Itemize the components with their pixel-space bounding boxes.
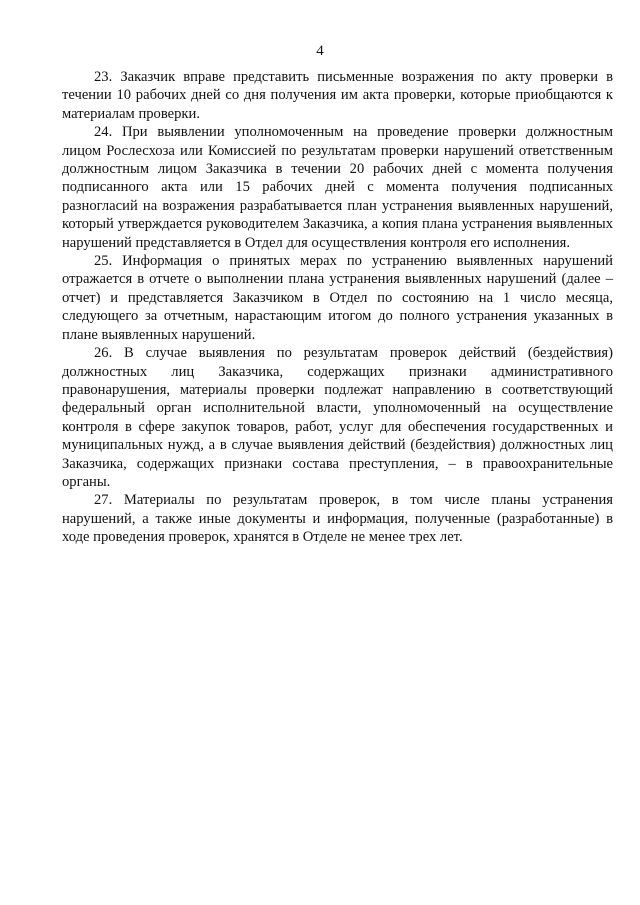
paragraph-25: 25. Информация о принятых мерах по устранению выявленных нарушений отражается в отчете о выполнении плана устранения выявленных нарушений (далее – отчет) и представляется Заказчиком в Отдел по состоянию на 1 число месяца, следующего за отчетным, нарастающим итогом до полного устранения указанных в плане выявленных нарушений. [62, 253, 613, 343]
paragraph-27: 27. Материалы по результатам проверок, в том числе планы устранения нарушений, а также иные документы и информация, полученные (разработанные) в ходе проведения проверок, хранятся в Отделе не менее трех лет. [62, 492, 613, 546]
document-body [62, 68, 613, 547]
paragraph-23: 23. Заказчик вправе представить письменные возражения по акту проверки в течении 10 рабочих дней со дня получения им акта проверки, которые приобщаются к материалам проверки. [62, 69, 613, 122]
paragraph-24: 24. При выявлении уполномоченным на проведение проверки должностным лицом Рослесхоза или Комиссией по результатам проверки нарушений ответственным должностным лицом Заказчика в течении 20 рабочих дней с момента получения подписанного акта или 15 рабочих дней с момента получения подписанных разногласий на возражения разрабатывается план устранения выявленных нарушений, который утверждается руководителем Заказчика, а копия плана устранения выявленных нарушений представляется в Отдел для осуществления контроля его исполнения. [62, 124, 613, 251]
paragraph-26: 26. В случае выявления по результатам проверок действий (бездействия) должностных лиц Заказчика, содержащих признаки административного правонарушения, материалы проверки подлежат направлению в соответствующий федеральный орган исполнительной власти, уполномоченный на осуществление контроля в сфере закупок товаров, работ, услуг для обеспечения государственных и муниципальных нужд, а в случае выявления действий (бездействия) должностных лиц Заказчика, содержащих признаки состава преступления, – в правоохранительные органы. [62, 345, 613, 490]
page-number: 4 [316, 43, 324, 59]
